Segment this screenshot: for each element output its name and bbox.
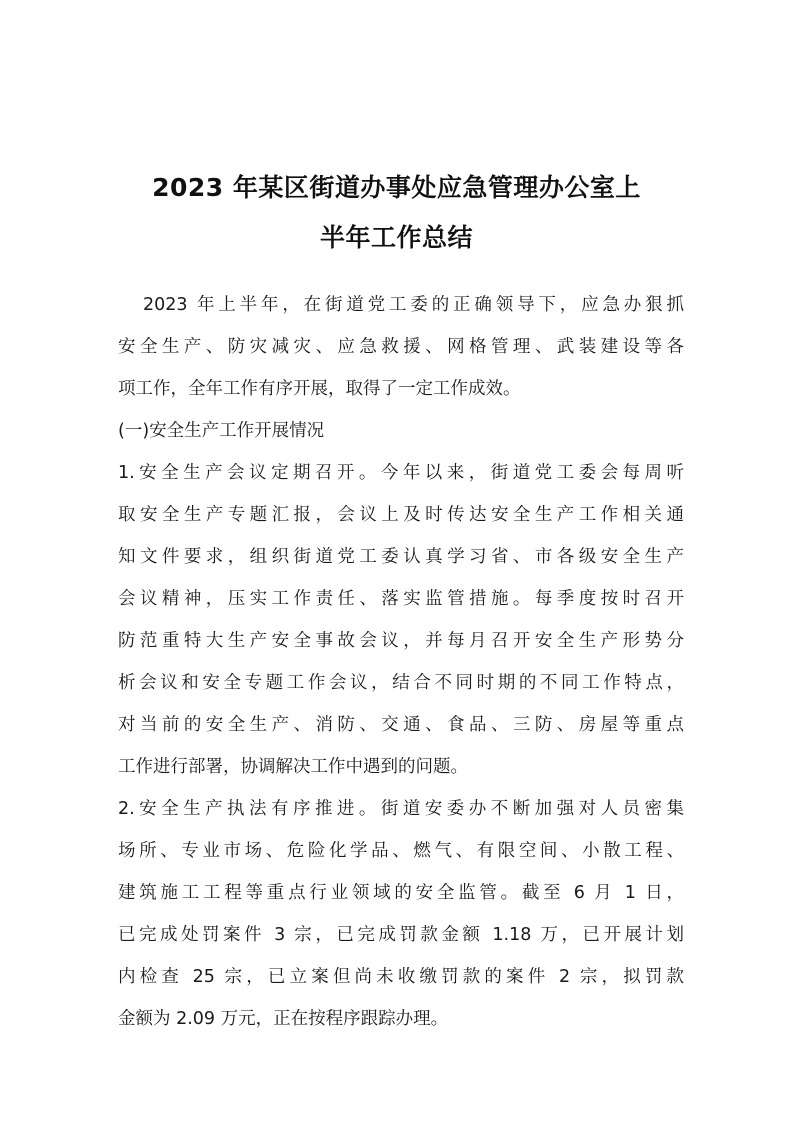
paragraph-line: 金额为 2.09 万元，正在按程序跟踪办理。	[118, 1009, 449, 1029]
paragraph-line: 工作进行部署，协调解决工作中遇到的问题。	[118, 757, 468, 777]
document-body	[118, 284, 684, 1040]
paragraph-line: 已完成处罚案件 3 宗，已完成罚款金额 1.18 万，已开展计划	[118, 925, 684, 945]
paragraph-line: 对当前的安全生产、消防、交通、食品、三防、房屋等重点	[118, 715, 684, 735]
section-heading: (一)安全生产工作开展情况	[118, 421, 325, 441]
paragraph-line: 析会议和安全专题工作会议，结合不同时期的不同工作特点，	[118, 673, 684, 693]
paragraph-line: 知文件要求，组织街道党工委认真学习省、市各级安全生产	[118, 547, 684, 567]
document-title-line-2: 半年工作总结	[319, 223, 473, 252]
paragraph-line: 1.安全生产会议定期召开。今年以来，街道党工委会每周听	[118, 463, 684, 483]
paragraph-line: 取安全生产专题汇报，会议上及时传达安全生产工作相关通	[118, 505, 684, 525]
intro-line: 项工作，全年工作有序开展，取得了一定工作成效。	[118, 379, 521, 399]
intro-line: 2023 年上半年，在街道党工委的正确领导下，应急办狠抓	[143, 295, 684, 315]
intro-line: 安全生产、防灾减灾、应急救援、网格管理、武装建设等各	[118, 337, 684, 357]
paragraph-line: 防范重特大生产安全事故会议，并每月召开安全生产形势分	[118, 631, 684, 651]
document-title-line-1: 2023 年某区街道办事处应急管理办公室上	[152, 173, 641, 202]
paragraph-line: 2.安全生产执法有序推进。街道安委办不断加强对人员密集	[118, 799, 684, 819]
paragraph-line: 会议精神，压实工作责任、落实监管措施。每季度按时召开	[118, 589, 684, 609]
paragraph-line: 内检查 25 宗，已立案但尚未收缴罚款的案件 2 宗，拟罚款	[118, 967, 684, 987]
paragraph-line: 建筑施工工程等重点行业领域的安全监管。截至 6 月 1 日，	[118, 883, 684, 903]
paragraph-line: 场所、专业市场、危险化学品、燃气、有限空间、小散工程、	[118, 841, 684, 861]
